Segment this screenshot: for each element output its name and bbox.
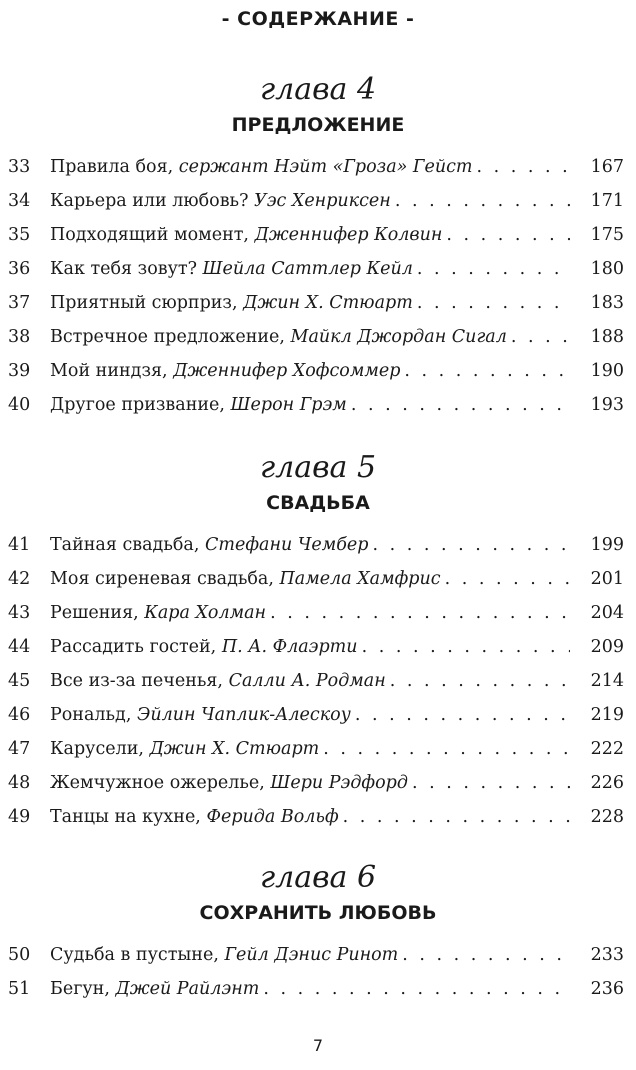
entry-number: 36	[8, 259, 31, 279]
entry-number: 42	[8, 569, 31, 589]
toc-entry[interactable]	[0, 388, 636, 422]
entry-number: 43	[8, 603, 31, 623]
toc-entry[interactable]	[0, 184, 636, 218]
entry-author: Уэс Хенриксен	[254, 191, 391, 211]
entry-title: Карьера или любовь?	[50, 191, 249, 211]
entry-page: 201	[590, 569, 624, 589]
dot-leader	[323, 732, 570, 766]
entry-page: 175	[590, 225, 624, 245]
entry-title: Судьба в пустыне,	[50, 945, 219, 965]
entry-page: 236	[590, 979, 624, 999]
dot-leader	[270, 596, 570, 630]
entry-author: Шейла Саттлер Кейл	[202, 259, 413, 279]
chapter-label: глава 6	[259, 860, 377, 895]
entry-page: 167	[590, 157, 624, 177]
entry-author: сержант Нэйт «Гроза» Гейст	[178, 157, 473, 177]
entry-title: Решения,	[50, 603, 139, 623]
entry-number: 46	[8, 705, 31, 725]
toc-entry[interactable]	[0, 664, 636, 698]
toc-entry[interactable]	[0, 320, 636, 354]
toc-entry[interactable]	[0, 562, 636, 596]
entry-number: 45	[8, 671, 31, 691]
entry-list	[0, 528, 636, 834]
chapter-section	[0, 450, 636, 834]
toc-entry[interactable]	[0, 150, 636, 184]
dot-leader	[351, 388, 570, 422]
entry-number: 48	[8, 773, 31, 793]
chapter-label: глава 4	[259, 72, 377, 107]
entry-title: Бегун,	[50, 979, 110, 999]
toc-entry[interactable]	[0, 938, 636, 972]
entry-author: Эйлин Чаплик-Алескоу	[136, 705, 351, 725]
toc-entry[interactable]	[0, 252, 636, 286]
toc-entry[interactable]	[0, 286, 636, 320]
entry-author: Кара Холман	[144, 603, 267, 623]
entry-page: 190	[590, 361, 624, 381]
chapter-section	[0, 72, 636, 422]
dot-leader	[263, 972, 570, 1006]
entry-title: Карусели,	[50, 739, 144, 759]
entry-title: Встречное предложение,	[50, 327, 285, 347]
entry-author: Шерон Грэм	[230, 395, 347, 415]
entry-author: Дженнифер Колвин	[254, 225, 443, 245]
entry-number: 51	[8, 979, 31, 999]
entry-number: 41	[8, 535, 31, 555]
entry-title: Рассадить гостей,	[50, 637, 217, 657]
dot-leader	[477, 150, 570, 184]
entry-page: 183	[590, 293, 624, 313]
entry-author: П. А. Флаэрти	[221, 637, 358, 657]
dot-leader	[372, 528, 570, 562]
entry-number: 40	[8, 395, 31, 415]
entry-page: 226	[590, 773, 624, 793]
entry-number: 38	[8, 327, 31, 347]
dot-leader	[362, 630, 570, 664]
entry-title: Моя сиреневая свадьба,	[50, 569, 274, 589]
chapter-name: СОХРАНИТЬ ЛЮБОВЬ	[199, 902, 437, 924]
page-number: 7	[312, 1036, 324, 1055]
dot-leader	[395, 184, 570, 218]
toc-entry[interactable]	[0, 800, 636, 834]
entry-author: Гейл Дэнис Ринот	[224, 945, 399, 965]
toc-entry[interactable]	[0, 354, 636, 388]
entry-title: Мой ниндзя,	[50, 361, 168, 381]
entry-author: Майкл Джордан Сигал	[290, 327, 507, 347]
toc-entry[interactable]	[0, 528, 636, 562]
entry-author: Салли А. Родман	[228, 671, 386, 691]
entry-author: Джин Х. Стюарт	[243, 293, 413, 313]
entry-title: Рональд,	[50, 705, 132, 725]
entry-page: 199	[590, 535, 624, 555]
dot-leader	[417, 286, 570, 320]
dot-leader	[511, 320, 570, 354]
entry-author: Дженнифер Хофсоммер	[173, 361, 401, 381]
entry-list	[0, 938, 636, 1006]
entry-title: Другое призвание,	[50, 395, 225, 415]
entry-author: Стефани Чембер	[204, 535, 369, 555]
entry-page: 193	[590, 395, 624, 415]
entry-title: Тайная свадьба,	[50, 535, 200, 555]
toc-entry[interactable]	[0, 732, 636, 766]
toc-entry[interactable]	[0, 630, 636, 664]
entry-page: 233	[590, 945, 624, 965]
entry-number: 39	[8, 361, 31, 381]
dot-leader	[412, 766, 570, 800]
entry-page: 222	[590, 739, 624, 759]
entry-title: Танцы на кухне,	[50, 807, 201, 827]
dot-leader	[446, 218, 570, 252]
entry-page: 228	[590, 807, 624, 827]
dot-leader	[445, 562, 570, 596]
entry-title: Как тебя зовут?	[50, 259, 197, 279]
entry-author: Шери Рэдфорд	[270, 773, 408, 793]
toc-entry[interactable]	[0, 596, 636, 630]
entry-number: 34	[8, 191, 31, 211]
entry-page: 209	[590, 637, 624, 657]
entry-list	[0, 150, 636, 422]
entry-page: 204	[590, 603, 624, 623]
toc-entry[interactable]	[0, 698, 636, 732]
dot-leader	[404, 354, 570, 388]
chapter-name: ПРЕДЛОЖЕНИЕ	[231, 114, 405, 136]
dot-leader	[390, 664, 570, 698]
entry-page: 219	[590, 705, 624, 725]
entry-title: Все из-за печенья,	[50, 671, 223, 691]
toc-entry[interactable]	[0, 766, 636, 800]
entry-page: 180	[590, 259, 624, 279]
page-header-title: - СОДЕРЖАНИЕ -	[221, 8, 415, 30]
entry-author: Джин Х. Стюарт	[149, 739, 320, 759]
entry-page: 171	[590, 191, 624, 211]
entry-author: Ферида Вольф	[206, 807, 339, 827]
entry-number: 49	[8, 807, 31, 827]
entry-title: Приятный сюрприз,	[50, 293, 238, 313]
dot-leader	[355, 698, 570, 732]
entry-title: Подходящий момент,	[50, 225, 249, 245]
chapter-label: глава 5	[259, 450, 377, 485]
dot-leader	[343, 800, 570, 834]
entry-page: 214	[590, 671, 624, 691]
entry-title: Правила боя,	[50, 157, 174, 177]
chapter-section	[0, 860, 636, 1006]
entry-author: Джей Райлэнт	[115, 979, 260, 999]
dot-leader	[417, 252, 570, 286]
entry-author: Памела Хамфрис	[279, 569, 441, 589]
dot-leader	[402, 938, 570, 972]
chapter-name: СВАДЬБА	[266, 492, 370, 514]
entry-number: 35	[8, 225, 31, 245]
entry-title: Жемчужное ожерелье,	[50, 773, 265, 793]
entry-number: 47	[8, 739, 31, 759]
entry-number: 37	[8, 293, 31, 313]
toc-entry[interactable]	[0, 218, 636, 252]
entry-page: 188	[590, 327, 624, 347]
entry-number: 50	[8, 945, 31, 965]
entry-number: 44	[8, 637, 31, 657]
toc-entry[interactable]	[0, 972, 636, 1006]
entry-number: 33	[8, 157, 31, 177]
